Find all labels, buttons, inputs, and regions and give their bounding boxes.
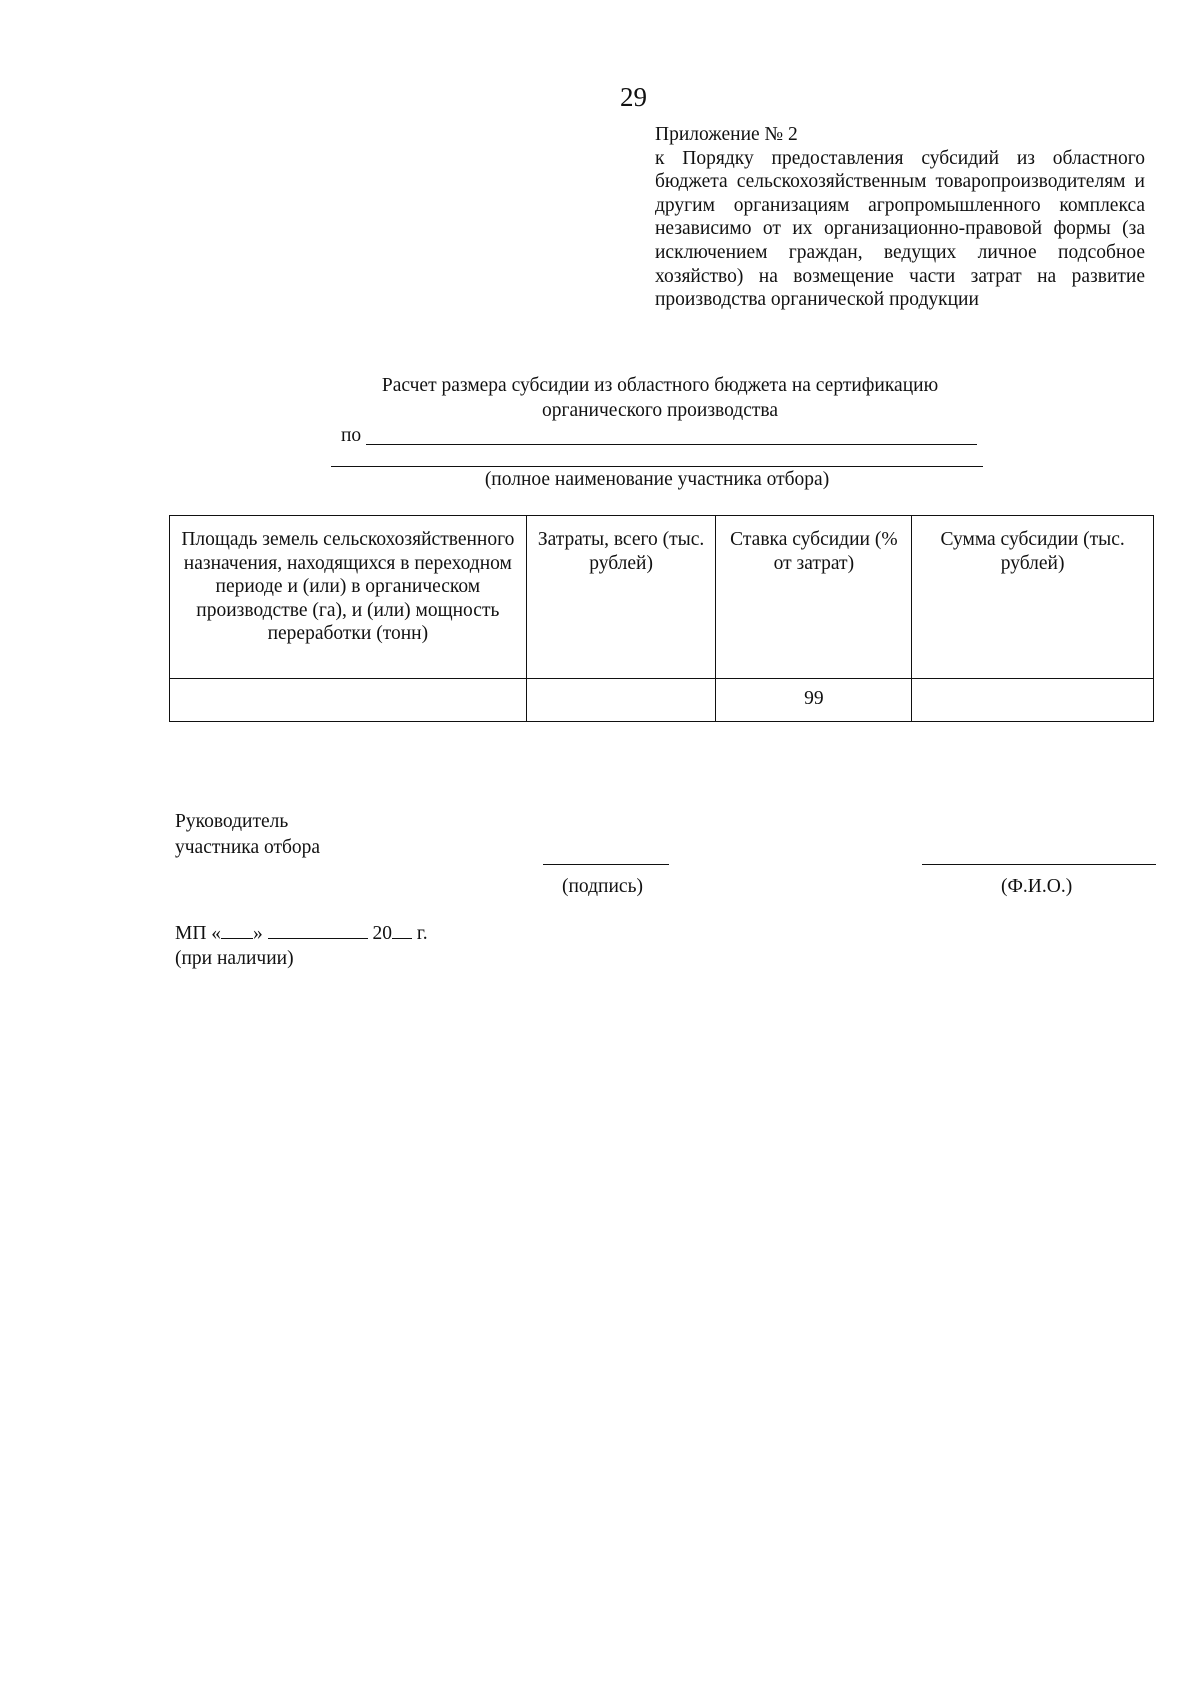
header-rate: Ставка субсидии (% от затрат) xyxy=(716,516,912,679)
cell-costs[interactable] xyxy=(526,679,716,722)
header-costs: Затраты, всего (тыс. рублей) xyxy=(526,516,716,679)
document-title-line2: органического производства xyxy=(541,400,779,421)
fio-caption: (Ф.И.О.) xyxy=(1001,876,1073,897)
page-number: 29 xyxy=(620,82,647,112)
appendix-title: Приложение № 2 xyxy=(655,124,798,145)
cell-area[interactable] xyxy=(170,679,527,722)
mp-prefix: МП « xyxy=(175,923,222,944)
signature-caption: (подпись) xyxy=(562,876,643,897)
head-label-line2: участника отбора xyxy=(175,837,321,858)
day-field[interactable] xyxy=(221,920,253,939)
head-label-line1: Руководитель xyxy=(175,811,289,832)
stamp-note: (при наличии) xyxy=(175,948,294,969)
head-label xyxy=(175,809,320,861)
po-label: по xyxy=(341,425,362,446)
participant-name-underline[interactable] xyxy=(331,466,983,467)
stamp-date-line xyxy=(175,920,428,946)
subsidy-calculation-table xyxy=(169,515,1154,722)
table-header-row xyxy=(170,516,1154,679)
signature-field[interactable] xyxy=(543,864,669,865)
table-row xyxy=(170,679,1154,722)
year-suffix: г. xyxy=(416,923,428,944)
cell-amount[interactable] xyxy=(912,679,1154,722)
participant-name-caption: (полное наименование участника отбора) xyxy=(484,469,830,490)
participant-name-field[interactable] xyxy=(366,444,977,445)
cell-rate: 99 xyxy=(716,679,912,722)
document-title xyxy=(330,373,990,423)
month-field[interactable] xyxy=(268,920,368,939)
mp-quote-close: » xyxy=(253,923,263,944)
appendix-description: к Порядку предоставления субсидий из областного бюджета сельскохозяйственным товаропроизводителям и другим организациям агропромышленного комплекса независимо от их организационно-правовой формы (за исключением граждан, ведущих личное подсобное хозяйство) на возмещение части затрат на развитие производства органической продукции xyxy=(655,147,1145,311)
year-field[interactable] xyxy=(392,920,412,939)
stamp-date-block xyxy=(175,920,428,971)
header-area: Площадь земель сельскохозяйственного назначения, находящихся в переходном периоде и (или) в органическом производстве (га), и (или) мощность переработки (тонн) xyxy=(170,516,527,679)
fio-field[interactable] xyxy=(922,864,1156,865)
header-amount: Сумма субсидии (тыс. рублей) xyxy=(912,516,1154,679)
document-title-line1: Расчет размера субсидии из областного бюджета на сертификацию xyxy=(381,375,939,396)
appendix-header xyxy=(655,123,1145,312)
year-prefix: 20 xyxy=(372,923,393,944)
participant-name-line[interactable] xyxy=(341,424,977,450)
